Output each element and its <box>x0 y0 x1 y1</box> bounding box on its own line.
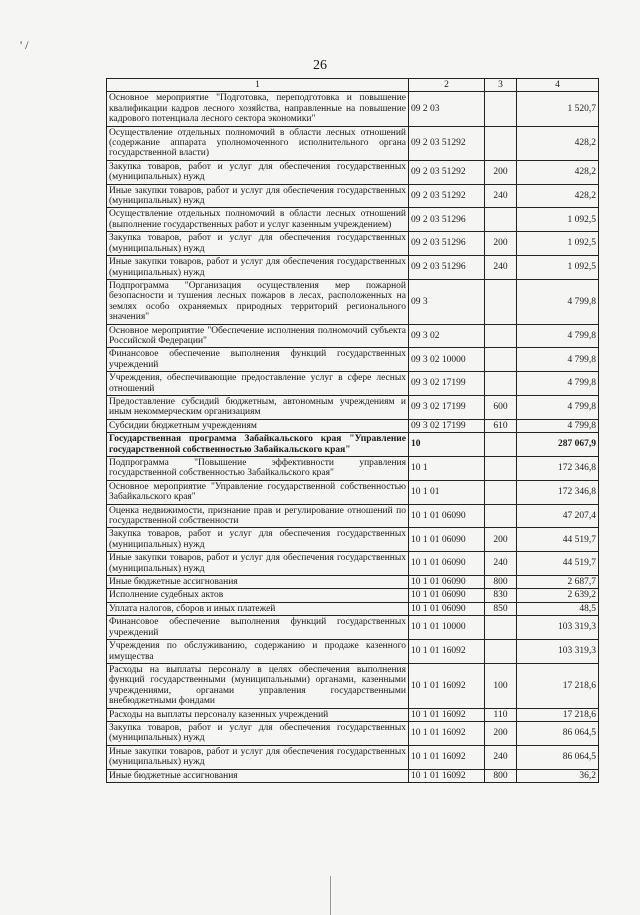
row-amount: 1 092,5 <box>517 256 599 280</box>
table-row <box>107 576 599 589</box>
row-amount: 86 064,5 <box>517 745 599 769</box>
row-code: 09 2 03 51292 <box>409 126 485 160</box>
table-row <box>107 480 599 504</box>
table-row <box>107 528 599 552</box>
table-row <box>107 602 599 615</box>
row-code: 10 1 01 16092 <box>409 769 485 782</box>
row-code: 10 1 01 06090 <box>409 589 485 602</box>
row-code: 10 1 01 16092 <box>409 708 485 721</box>
table-row <box>107 708 599 721</box>
row-vr: 240 <box>485 256 517 280</box>
row-vr: 800 <box>485 576 517 589</box>
row-name: Предоставление субсидий бюджетным, автономным учреждениям и иным некоммерческим организациям <box>107 395 409 419</box>
row-vr: 200 <box>485 160 517 184</box>
row-name: Подпрограмма "Повышение эффективности управления государственной собственностью Забайкальского края" <box>107 457 409 481</box>
row-name: Основное мероприятие "Обеспечение исполнения полномочий субъекта Российской Федерации" <box>107 324 409 348</box>
row-vr: 830 <box>485 589 517 602</box>
row-amount: 36,2 <box>517 769 599 782</box>
row-vr <box>485 372 517 396</box>
row-vr <box>485 433 517 457</box>
row-vr: 610 <box>485 419 517 432</box>
page-number: 26 <box>313 58 327 73</box>
row-amount: 103 319,3 <box>517 616 599 640</box>
row-amount: 2 687,7 <box>517 576 599 589</box>
row-vr <box>485 616 517 640</box>
row-amount: 86 064,5 <box>517 721 599 745</box>
row-code: 09 3 02 10000 <box>409 348 485 372</box>
row-name: Основное мероприятие "Управление государственной собственностью Забайкальского края" <box>107 480 409 504</box>
row-vr: 240 <box>485 552 517 576</box>
row-code: 10 1 01 06090 <box>409 602 485 615</box>
row-vr: 600 <box>485 395 517 419</box>
row-name: Субсидии бюджетным учреждениям <box>107 419 409 432</box>
row-vr: 200 <box>485 528 517 552</box>
row-amount: 17 218,6 <box>517 708 599 721</box>
table-row <box>107 232 599 256</box>
table-row <box>107 324 599 348</box>
row-amount: 4 799,8 <box>517 419 599 432</box>
row-name: Исполнение судебных актов <box>107 589 409 602</box>
row-code: 09 2 03 51292 <box>409 184 485 208</box>
row-name: Оценка недвижимости, признание прав и регулирование отношений по государственной собственности <box>107 504 409 528</box>
row-code: 10 1 01 06090 <box>409 576 485 589</box>
row-name: Закупка товаров, работ и услуг для обеспечения государственных (муниципальных) нужд <box>107 160 409 184</box>
row-name: Учреждения по обслуживанию, содержанию и продаже казенного имущества <box>107 640 409 664</box>
row-vr <box>485 480 517 504</box>
row-name: Государственная программа Забайкальского края "Управление государственной собственностью Забайкальского края" <box>107 433 409 457</box>
row-amount: 428,2 <box>517 160 599 184</box>
row-amount: 4 799,8 <box>517 348 599 372</box>
table-row <box>107 721 599 745</box>
table-row <box>107 769 599 782</box>
table-row <box>107 126 599 160</box>
row-name: Иные бюджетные ассигнования <box>107 769 409 782</box>
row-name: Иные закупки товаров, работ и услуг для обеспечения государственных (муниципальных) нужд <box>107 256 409 280</box>
row-name: Финансовое обеспечение выполнения функций государственных учреждений <box>107 616 409 640</box>
row-amount: 4 799,8 <box>517 372 599 396</box>
row-code: 09 3 <box>409 279 485 324</box>
table-header-row <box>107 79 599 92</box>
row-name: Осуществление отдельных полномочий в области лесных отношений (выполнение государственных работ и услуг казенным учреждением) <box>107 208 409 232</box>
row-vr: 850 <box>485 602 517 615</box>
row-vr <box>485 92 517 126</box>
row-vr: 800 <box>485 769 517 782</box>
row-vr: 240 <box>485 184 517 208</box>
row-vr: 110 <box>485 708 517 721</box>
row-vr <box>485 457 517 481</box>
row-amount: 428,2 <box>517 184 599 208</box>
row-name: Закупка товаров, работ и услуг для обеспечения государственных (муниципальных) нужд <box>107 721 409 745</box>
row-name: Уплата налогов, сборов и иных платежей <box>107 602 409 615</box>
row-code: 10 1 01 10000 <box>409 616 485 640</box>
row-amount: 287 067,9 <box>517 433 599 457</box>
row-amount: 1 092,5 <box>517 232 599 256</box>
row-amount: 103 319,3 <box>517 640 599 664</box>
column-header-code: 2 <box>409 79 485 92</box>
table-row <box>107 433 599 457</box>
row-amount: 4 799,8 <box>517 324 599 348</box>
margin-mark: ' / <box>20 38 29 52</box>
row-vr <box>485 279 517 324</box>
row-code: 09 2 03 51292 <box>409 160 485 184</box>
row-name: Расходы на выплаты персоналу казенных учреждений <box>107 708 409 721</box>
row-amount: 2 639,2 <box>517 589 599 602</box>
row-code: 09 3 02 17199 <box>409 372 485 396</box>
row-code: 09 3 02 <box>409 324 485 348</box>
row-code: 10 1 01 <box>409 480 485 504</box>
row-name: Иные закупки товаров, работ и услуг для обеспечения государственных (муниципальных) нужд <box>107 184 409 208</box>
row-code: 10 1 01 06090 <box>409 552 485 576</box>
table-row <box>107 184 599 208</box>
row-name: Расходы на выплаты персоналу в целях обеспечения выполнения функций государственными (муниципальными) органами, казенными учреждениями, органами управления государственными внебюджетными фондами <box>107 663 409 708</box>
row-code: 09 2 03 51296 <box>409 256 485 280</box>
table-row <box>107 616 599 640</box>
row-vr: 200 <box>485 721 517 745</box>
row-vr <box>485 208 517 232</box>
table-body <box>107 92 599 783</box>
row-code: 09 3 02 17199 <box>409 419 485 432</box>
column-header-vr: 3 <box>485 79 517 92</box>
row-code: 10 1 01 06090 <box>409 504 485 528</box>
table-row <box>107 208 599 232</box>
row-amount: 1 520,7 <box>517 92 599 126</box>
row-code: 10 1 01 06090 <box>409 528 485 552</box>
table-row <box>107 504 599 528</box>
table-row <box>107 457 599 481</box>
row-code: 09 2 03 51296 <box>409 232 485 256</box>
table-row <box>107 745 599 769</box>
row-name: Осуществление отдельных полномочий в области лесных отношений (содержание аппарата уполномоченного исполнительного органа государственной власти) <box>107 126 409 160</box>
table-row <box>107 395 599 419</box>
row-vr: 240 <box>485 745 517 769</box>
column-header-name: 1 <box>107 79 409 92</box>
row-name: Закупка товаров, работ и услуг для обеспечения государственных (муниципальных) нужд <box>107 232 409 256</box>
row-vr <box>485 504 517 528</box>
row-amount: 44 519,7 <box>517 528 599 552</box>
row-code: 10 <box>409 433 485 457</box>
row-code: 10 1 <box>409 457 485 481</box>
row-name: Финансовое обеспечение выполнения функций государственных учреждений <box>107 348 409 372</box>
row-code: 10 1 01 16092 <box>409 721 485 745</box>
table-row <box>107 348 599 372</box>
row-code: 09 3 02 17199 <box>409 395 485 419</box>
table-row <box>107 92 599 126</box>
row-name: Иные закупки товаров, работ и услуг для обеспечения государственных (муниципальных) нужд <box>107 552 409 576</box>
row-name: Учреждения, обеспечивающие предоставление услуг в сфере лесных отношений <box>107 372 409 396</box>
row-vr <box>485 126 517 160</box>
table-row <box>107 419 599 432</box>
scan-fold-line <box>330 876 331 915</box>
row-code: 10 1 01 16092 <box>409 663 485 708</box>
row-amount: 17 218,6 <box>517 663 599 708</box>
row-vr <box>485 640 517 664</box>
row-name: Подпрограмма "Организация осуществления мер пожарной безопасности и тушения лесных пожаров в лесах, расположенных на землях особо охраняемых природных территорий регионального значения" <box>107 279 409 324</box>
table-row <box>107 160 599 184</box>
row-code: 10 1 01 16092 <box>409 640 485 664</box>
budget-table <box>106 78 599 783</box>
row-name: Основное мероприятие "Подготовка, переподготовка и повышение квалификации кадров лесного хозяйства, направленные на повышение кадрового потенциала лесного сектора экономики" <box>107 92 409 126</box>
row-amount: 1 092,5 <box>517 208 599 232</box>
table-row <box>107 372 599 396</box>
row-amount: 44 519,7 <box>517 552 599 576</box>
row-amount: 4 799,8 <box>517 395 599 419</box>
row-code: 09 2 03 51296 <box>409 208 485 232</box>
table-row <box>107 640 599 664</box>
row-amount: 172 346,8 <box>517 480 599 504</box>
row-amount: 47 207,4 <box>517 504 599 528</box>
row-name: Закупка товаров, работ и услуг для обеспечения государственных (муниципальных) нужд <box>107 528 409 552</box>
row-vr: 200 <box>485 232 517 256</box>
table-row <box>107 279 599 324</box>
row-amount: 4 799,8 <box>517 279 599 324</box>
table-row <box>107 663 599 708</box>
row-amount: 172 346,8 <box>517 457 599 481</box>
table-row <box>107 589 599 602</box>
row-code: 10 1 01 16092 <box>409 745 485 769</box>
row-vr: 100 <box>485 663 517 708</box>
row-name: Иные бюджетные ассигнования <box>107 576 409 589</box>
row-amount: 428,2 <box>517 126 599 160</box>
row-code: 09 2 03 <box>409 92 485 126</box>
row-name: Иные закупки товаров, работ и услуг для обеспечения государственных (муниципальных) нужд <box>107 745 409 769</box>
row-vr <box>485 348 517 372</box>
row-amount: 48,5 <box>517 602 599 615</box>
column-header-amount: 4 <box>517 79 599 92</box>
row-vr <box>485 324 517 348</box>
table-row <box>107 256 599 280</box>
table-row <box>107 552 599 576</box>
